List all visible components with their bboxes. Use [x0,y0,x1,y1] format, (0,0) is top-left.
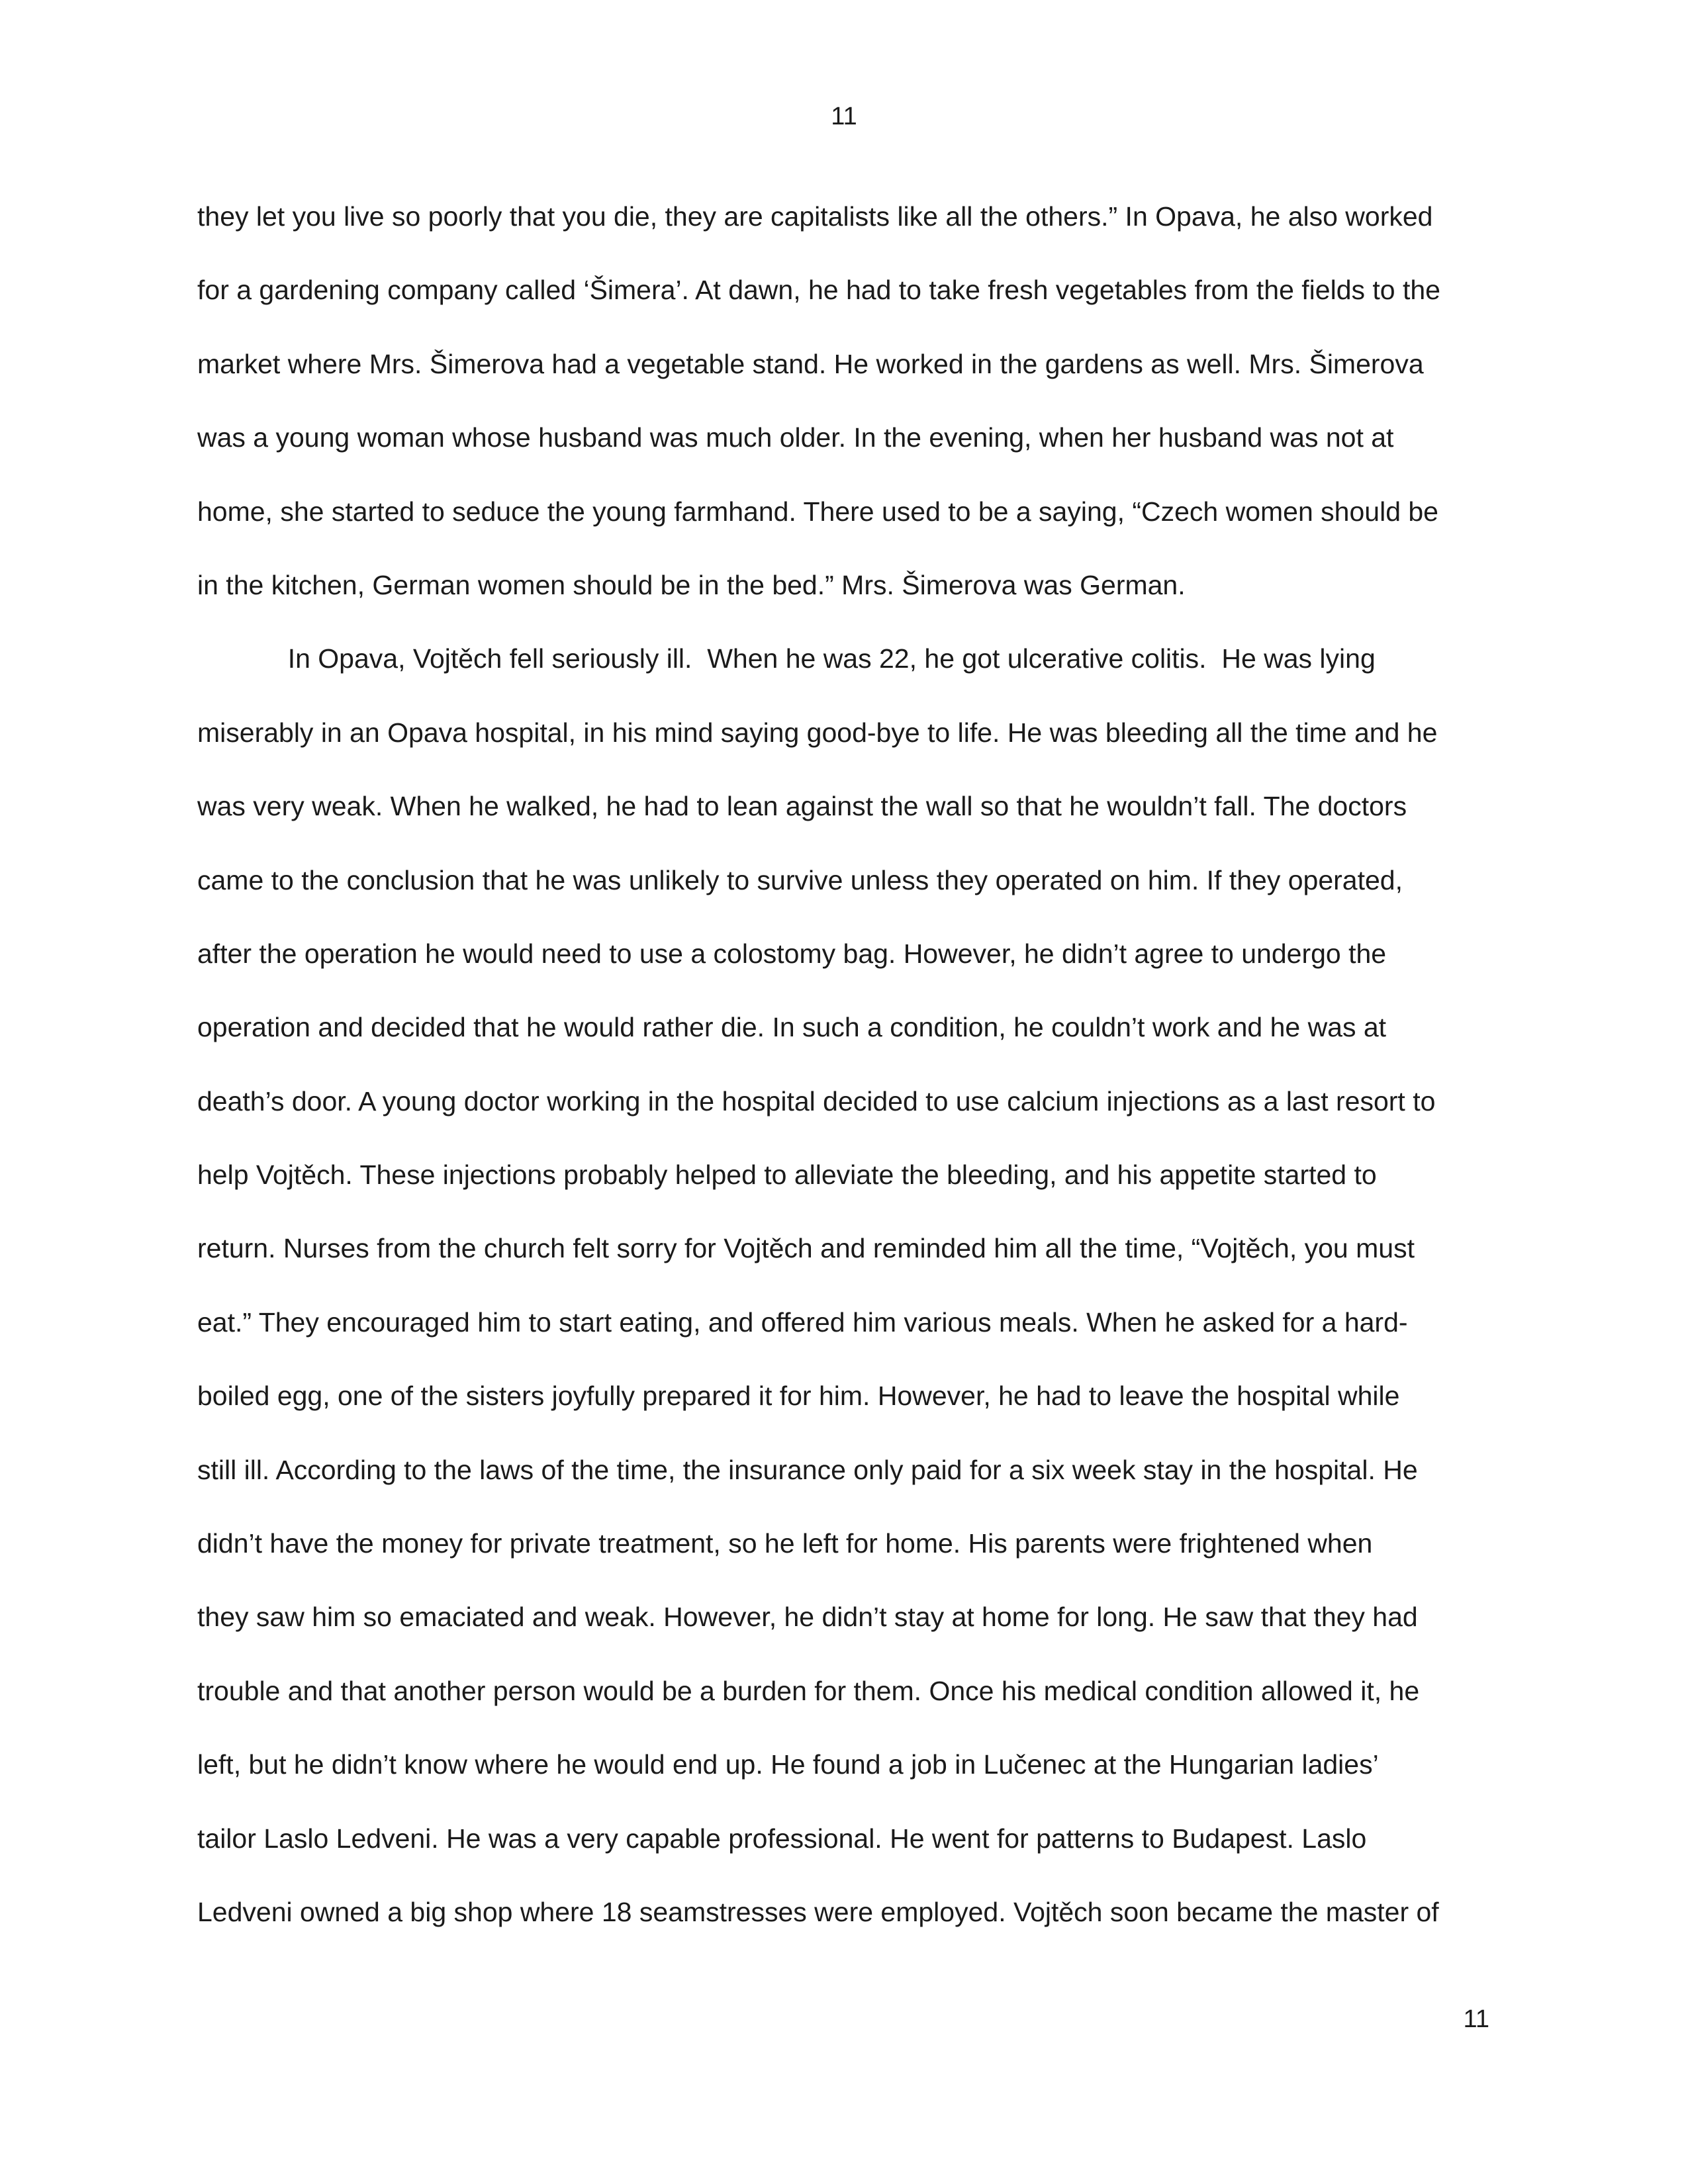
body-text [197,196,1495,1965]
text-line: tailor Laslo Ledveni. He was a very capable professional. He went for patterns to Budapest. Laslo [197,1823,1367,1854]
text-line: eat.” They encouraged him to start eating, and offered him various meals. When he asked for a hard- [197,1306,1408,1338]
text-line: boiled egg, one of the sisters joyfully prepared it for him. However, he had to leave the hospital while [197,1381,1400,1412]
text-line: after the operation he would need to use a colostomy bag. However, he didn’t agree to undergo the [197,938,1387,969]
text-line: was a young woman whose husband was much older. In the evening, when her husband was not at [197,422,1394,453]
text-line: In Opava, Vojtěch fell seriously ill. When he was 22, he got ulcerative colitis. He was lying [197,643,1376,674]
text-line: didn’t have the money for private treatment, so he left for home. His parents were frightened when [197,1528,1373,1559]
text-line: they let you live so poorly that you die, they are capitalists like all the others.” In Opava, he also worked [197,201,1433,232]
footer-page-number: 11 [1463,2005,1489,2033]
text-line: death’s door. A young doctor working in the hospital decided to use calcium injections as a last resort to [197,1085,1436,1116]
text-line: operation and decided that he would rather die. In such a condition, he couldn’t work and he was at [197,1012,1387,1043]
text-line: in the kitchen, German women should be in the bed.” Mrs. Šimerova was German. [197,569,1186,600]
text-line: they saw him so emaciated and weak. However, he didn’t stay at home for long. He saw that they had [197,1602,1418,1633]
text-line: home, she started to seduce the young farmhand. There used to be a saying, “Czech women should be [197,496,1438,527]
text-line: for a gardening company called ‘Šimera’. At dawn, he had to take fresh vegetables from the fields to the [197,275,1440,306]
text-line: help Vojtěch. These injections probably helped to alleviate the bleeding, and his appetite started to [197,1160,1377,1191]
text-line: still ill. According to the laws of the time, the insurance only paid for a six week stay in the hospital. He [197,1454,1418,1485]
text-line: return. Nurses from the church felt sorry for Vojtěch and reminded him all the time, “Vojtěch, you must [197,1233,1415,1264]
text-line: was very weak. When he walked, he had to lean against the wall so that he wouldn’t fall. The doctors [197,791,1407,822]
text-line: left, but he didn’t know where he would end up. He found a job in Lučenec at the Hungarian ladies’ [197,1749,1379,1780]
text-line: came to the conclusion that he was unlikely to survive unless they operated on him. If they operated, [197,864,1403,895]
text-line: miserably in an Opava hospital, in his mind saying good-bye to life. He was bleeding all the time and he [197,717,1438,748]
text-line: Ledveni owned a big shop where 18 seamstresses were employed. Vojtěch soon became the master of [197,1896,1439,1927]
header-page-number: 11 [831,103,857,130]
text-line: market where Mrs. Šimerova had a vegetable stand. He worked in the gardens as well. Mrs. Šimerova [197,348,1424,379]
text-line: trouble and that another person would be a burden for them. Once his medical condition allowed it, he [197,1675,1420,1706]
